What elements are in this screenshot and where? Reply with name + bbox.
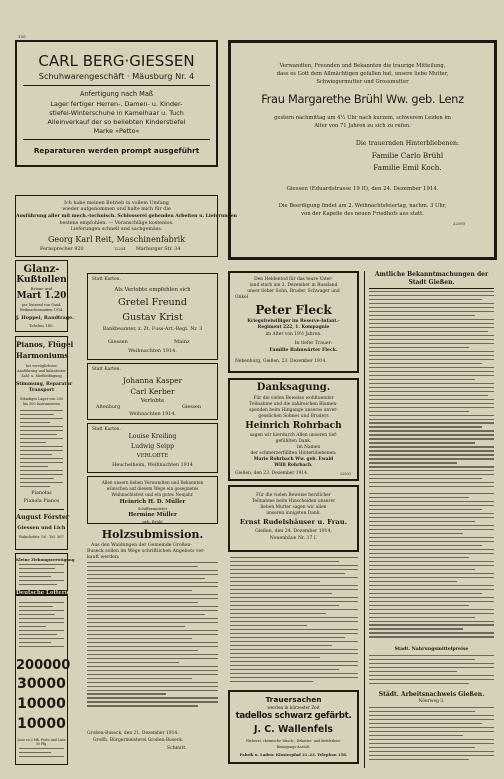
ad-johanna-kasper xyxy=(87,363,218,420)
bruehl-burial2: von der Kapelle des neuen Friedhofs aus statt. xyxy=(301,211,424,217)
carl-berg-footer: Reparaturen werden prompt ausgeführt xyxy=(33,146,200,155)
holz-footer1: Großen-Buseck, den 21. Dezember 1914. xyxy=(87,731,179,736)
reit-line3: Ausführung aller mit mech.-technisch. Schlosserei gehenden Arbeiten u. Lieferungen xyxy=(16,214,238,219)
rohrbach-p8: der schmerzerfüllten Hinterbliebenen: xyxy=(250,451,337,456)
rohrbach-p6: gefühlten Dank. xyxy=(275,439,312,444)
carl-berg-address: Schuhwarengeschäft · Mäusburg Nr. 4 xyxy=(38,71,195,81)
johanna-n1: Johanna Kasper xyxy=(122,376,183,385)
holz-sign: Schmitt. xyxy=(167,746,187,751)
rohrbach-name: Heinrich Rohrbach xyxy=(245,421,342,431)
fleck-place: Nebenburg, Gießen, 23. Dezember 1914. xyxy=(235,359,327,364)
louise-n2: Ludwig Seipp xyxy=(130,443,175,450)
fleck-grief: In tiefer Trauer: xyxy=(294,341,333,346)
wallenfels-l3: tadellos schwarz gefärbt. xyxy=(235,711,352,721)
fleck-s2: Regiment 222, 1. Kompagnie xyxy=(257,325,330,330)
johanna-date: Weihnachten 1914. xyxy=(129,412,176,417)
bruehl-place: Giessen (Eduardstrasse 19 II), den 24. Dezember 1914. xyxy=(286,186,439,192)
bruehl-l4: gestern nachmittag um 4½ Uhr nach kurzem, schwerem Leiden im xyxy=(274,115,451,121)
reit-address: Marburger Str. 34 xyxy=(136,247,181,252)
gretel-c2: Mainz xyxy=(174,339,190,345)
reit-name: Georg Karl Reit, Maschinenfabrik xyxy=(47,235,186,244)
mueller-l3: Weihnachtsfest und ein gutes Neujahr. xyxy=(111,492,194,497)
rudel-place: Gießen, den 24. Dezember 1914. xyxy=(255,529,332,534)
official-h2: Stadt. Nahrungsmittelpreise xyxy=(394,647,469,652)
johanna-c1: Altenburg xyxy=(96,405,121,410)
bruehl-f1: Familie Carlo Brühl xyxy=(371,151,444,160)
pianos-dealer: August Förster xyxy=(16,513,70,521)
official-notice-text xyxy=(369,493,494,643)
johanna-c2: Giessen xyxy=(182,405,202,410)
rohrbach-p2: Teilnahme und die zahlreichen Blumen- xyxy=(249,402,338,407)
gretel-l2: Bankbeamter, z. Zt. Fuss-Art.-Regt. Nr. 3 xyxy=(102,327,203,332)
carl-berg-line4: Alleinverkauf der so beliebten Kinderstiefel xyxy=(47,118,186,126)
rohrbach-n1: Marie Rohrbach Ww. geb. Ewald xyxy=(253,457,334,462)
glanz-shop: J. Hoppel, Randtrage. xyxy=(16,315,74,321)
gretel-tag: Statt Karten. xyxy=(92,277,121,282)
fleck-p2: land starb am 2. Dezember in Russland xyxy=(249,283,338,288)
bruehl-name: Frau Margarethe Brühl Ww. geb. Lenz xyxy=(261,92,464,106)
rohrbach-n2: Willi Rohrbach. xyxy=(274,463,313,468)
gretel-n2: Gustav Krist xyxy=(122,312,183,323)
holz-title: Holzsubmission. xyxy=(101,528,204,541)
bruehl-l5: Alter von 71 Jahren zu sich zu rufen. xyxy=(314,123,411,129)
reit-line1: Ich habe meinen Betrieb in vollem Umfang xyxy=(64,201,169,206)
official-title2: Stadt Gießen. xyxy=(408,279,455,286)
mueller-n1: Heinrich H. D. Müller xyxy=(119,499,186,505)
reit-phone: Fernsprecher 920 xyxy=(40,247,84,252)
pianos-title2: Harmoniums xyxy=(16,351,69,360)
louise-tag: Statt Karten. xyxy=(92,427,121,432)
rohrbach-p7: Im Namen xyxy=(296,445,321,450)
holz-p2: Buseck sollen im Wege schriftlichen Angebots ver- xyxy=(87,549,205,554)
bruehl-l2: dass es Gott dem Allmächtigen gefallen hat, unsere liebe Mutter, xyxy=(276,71,449,77)
wallenfels-f1: Färberei, chemische Wasch-, Dekatier- und Bettfedern- xyxy=(246,739,341,743)
ad-gretel-freund xyxy=(87,273,218,360)
johanna-n2: Carl Kerber xyxy=(130,387,175,396)
mueller-n3: Hermine Müller xyxy=(128,512,177,518)
louise-date: Heuchelheim, Weihnachten 1914 xyxy=(112,463,193,468)
official-price-list xyxy=(369,291,494,491)
official-h3: Städt. Arbeitsnachweis Gießen. xyxy=(378,691,485,698)
lotterie-title: Kleine Ziehungsverträgung xyxy=(16,557,75,562)
carl-berg-line2: Lager fertiger Herren-, Damen- u. Kinder- xyxy=(50,100,183,108)
bruehl-grief: Die trauernden Hinterbliebenen: xyxy=(355,140,460,147)
rohrbach-p1: Für die vielen Beweise wohltuender xyxy=(253,396,334,401)
rohrbach-title: Danksagung. xyxy=(256,382,331,393)
fleck-age: im Alter von 19½ Jahren. xyxy=(265,332,322,337)
rudel-p2: Teilnahme beim Hinscheiden unserer xyxy=(251,499,336,504)
fleck-p1: Den Heldentod für das teure Vater- xyxy=(254,277,333,282)
glanz-title1: Glanz- xyxy=(23,264,60,275)
carl-berg-line5: Marke »Petto« xyxy=(93,127,140,135)
ad-reit xyxy=(15,195,238,257)
bruehl-code: 22593 xyxy=(453,221,466,226)
bruehl-f2: Familie Emil Koch. xyxy=(373,163,442,172)
pianos-d1: bei vorzüglichster xyxy=(25,364,58,368)
fleck-family: Familie Bahnwärter Fleck. xyxy=(269,348,338,353)
rohrbach-p4: gesslichen Sohnes und Bruders xyxy=(258,414,329,419)
mueller-l1: Allen unsern lieben Verwandten und Bekannten xyxy=(101,480,204,485)
gretel-l1: Als Verlobte empfehlen sich xyxy=(114,287,191,293)
lotterie-details-text xyxy=(19,602,64,654)
ad-bruehl-obituary xyxy=(228,40,497,260)
gretel-c1: Giessen xyxy=(108,339,128,345)
rudel-p3: lieben Mutter sagen wir allen xyxy=(260,505,327,510)
wallenfels-l1: Trauersachen xyxy=(265,695,322,704)
johanna-l: Verlobte xyxy=(140,398,165,404)
rudel-p4: unseren innigsten Dank. xyxy=(266,511,321,516)
middle-right-text-block xyxy=(230,557,358,687)
pianos-d2: Ausführung und kulantester xyxy=(17,369,66,373)
holz-table xyxy=(87,562,218,712)
rudel-p1: Für die vielen Beweise herzlicher xyxy=(256,493,331,498)
lotterie-n1: 200000 xyxy=(16,658,71,673)
pianos-d3: Zahl- u. Mietbedingung xyxy=(21,374,62,378)
rohrbach-p5: sagen wir hierdurch Allen unseren tief- xyxy=(249,433,338,438)
pianos-addr: Bahnhofstr. 56 · Tel. 367 xyxy=(19,535,64,539)
ad-louise-kreiling xyxy=(87,423,218,473)
holz-p1: Aus den Waldungen der Gemeinde Großen- xyxy=(91,543,192,548)
lotterie-footer: Lose zu 3 Mk. Porto und Liste 30 Pfg. xyxy=(17,738,66,746)
pianos-city: Giessen und Lich xyxy=(17,525,66,531)
lotterie-n4: 10000 xyxy=(17,716,66,732)
glanz-t1: per Dutzend von Gaud. xyxy=(21,303,62,307)
mueller-n4: geb. Brühl xyxy=(142,519,163,524)
glanz-phone: Telefon 185. xyxy=(28,323,54,328)
louise-n1: Louise Kreiling xyxy=(128,433,177,440)
mueller-l2: wünschen auf diesem Wege ein gesegnetes xyxy=(106,486,199,491)
bruehl-l1: Verwandten, Freunden und Bekannten die traurige Mitteilung, xyxy=(279,63,446,69)
louise-l: VERLOBTE xyxy=(136,453,169,459)
ad-peter-fleck xyxy=(228,271,359,373)
carl-berg-title: CARL BERG·GIESSEN xyxy=(38,52,195,70)
wallenfels-f2: Reinigungs-Anstalt. xyxy=(276,745,311,749)
ad-glanz xyxy=(15,260,74,332)
pianos-l2: bis 300 Instrumenten xyxy=(22,402,60,406)
reit-line5: Lieferungen schnell und sachgemäss. xyxy=(70,227,163,232)
page-number: 135 xyxy=(18,34,26,39)
reit-line2: wieder aufgenommen und halte mich für die xyxy=(62,207,171,212)
pianos-extra2: Pianola Pianos xyxy=(23,499,60,504)
bruehl-l3: Schwiegermutter und Grossmutter xyxy=(316,79,409,85)
ad-carl-berg xyxy=(15,40,218,167)
glanz-sub: Brisur und xyxy=(30,286,53,291)
reit-line4: bestens empfohlen. — Voranschläge kostenlos. xyxy=(59,221,174,226)
rohrbach-code: 22503 xyxy=(340,472,351,476)
gretel-n1: Gretel Freund xyxy=(118,297,187,308)
reit-code: 12234 xyxy=(114,247,126,251)
ad-holzsubmission xyxy=(87,528,218,768)
fleck-p4: Onkel xyxy=(235,295,249,300)
lotterie-intro-text xyxy=(19,564,64,590)
official-title1: Amtliche Bekanntmachungen der xyxy=(374,271,489,278)
carl-berg-line1: Anfertigung nach Maß xyxy=(79,90,154,98)
official-labor-text xyxy=(369,707,494,765)
official-food-text xyxy=(369,655,494,689)
carl-berg-line3: stiefel-Winterschuhe in Kamelhaar u. Tuch xyxy=(49,109,184,117)
lotterie-n2: 30000 xyxy=(17,676,66,692)
wallenfels-l2: werden in kürzester Zeit xyxy=(267,705,320,710)
rohrbach-p3: spenden beim Hingange unseres unver- xyxy=(249,408,338,413)
ad-rudelshaeuser xyxy=(228,485,359,552)
pianos-extra1: Pianolas xyxy=(31,491,52,496)
mueller-n2: Schiffermeister xyxy=(137,506,168,511)
glanz-t2: Weihnachtsmarken 1914. xyxy=(19,308,64,312)
holz-footer2: Großh. Bürgermeisterei Großen-Buseck. xyxy=(93,738,184,743)
rudel-name: Ernst Rudelshäuser u. Frau. xyxy=(239,518,348,526)
pianos-l1: Ständiges Lager von 200 xyxy=(20,397,63,401)
wallenfels-name: J. C. Wallenfels xyxy=(253,724,334,735)
fleck-name: Peter Fleck xyxy=(255,303,332,317)
ad-pianos xyxy=(15,336,74,550)
lotterie-sub: Deutsche Lotterie xyxy=(16,590,71,596)
ad-lotterie xyxy=(15,553,75,765)
pianos-s1: Stimmung, Reparatur xyxy=(16,382,73,387)
pianos-s2: Transport xyxy=(28,388,55,393)
lotterie-n3: 10000 xyxy=(17,696,66,712)
official-h3b: Nöerweg 3. xyxy=(418,699,445,704)
gretel-date: Weihnachten 1914. xyxy=(128,348,177,354)
ad-mueller-greeting xyxy=(87,476,218,524)
holz-p3: kauft werden: xyxy=(87,555,120,560)
ad-wallenfels xyxy=(228,690,359,764)
glanz-price: Mart 1.20 xyxy=(16,291,67,301)
official-notices-column xyxy=(364,271,498,768)
rohrbach-place: Gießen, den 23. Dezember 1914. xyxy=(235,471,309,476)
pianos-body-text xyxy=(20,410,63,490)
bruehl-burial1: Die Beerdigung findet am 2. Weihnachtsfeiertag, nachm. 3 Uhr, xyxy=(278,203,447,209)
ad-rohrbach xyxy=(228,378,359,481)
wallenfels-f3: Fabrik u. Laden: Klosterpfad 21–23. Telephon 158. xyxy=(239,752,348,757)
fleck-s1: Kriegsfreiwilliger im Reserve-Infant.- xyxy=(247,319,340,324)
fleck-p3: unser lieber Sohn, Bruder, Schwager und xyxy=(247,289,340,294)
glanz-title2: Kußtollen xyxy=(16,275,67,285)
johanna-tag: Statt Karten. xyxy=(92,367,121,372)
lotterie-footer-text xyxy=(19,748,64,762)
pianos-title1: Pianos, Flügel xyxy=(16,340,74,349)
rudel-addr: Neuenbäue Nr. 17 I. xyxy=(269,536,318,541)
